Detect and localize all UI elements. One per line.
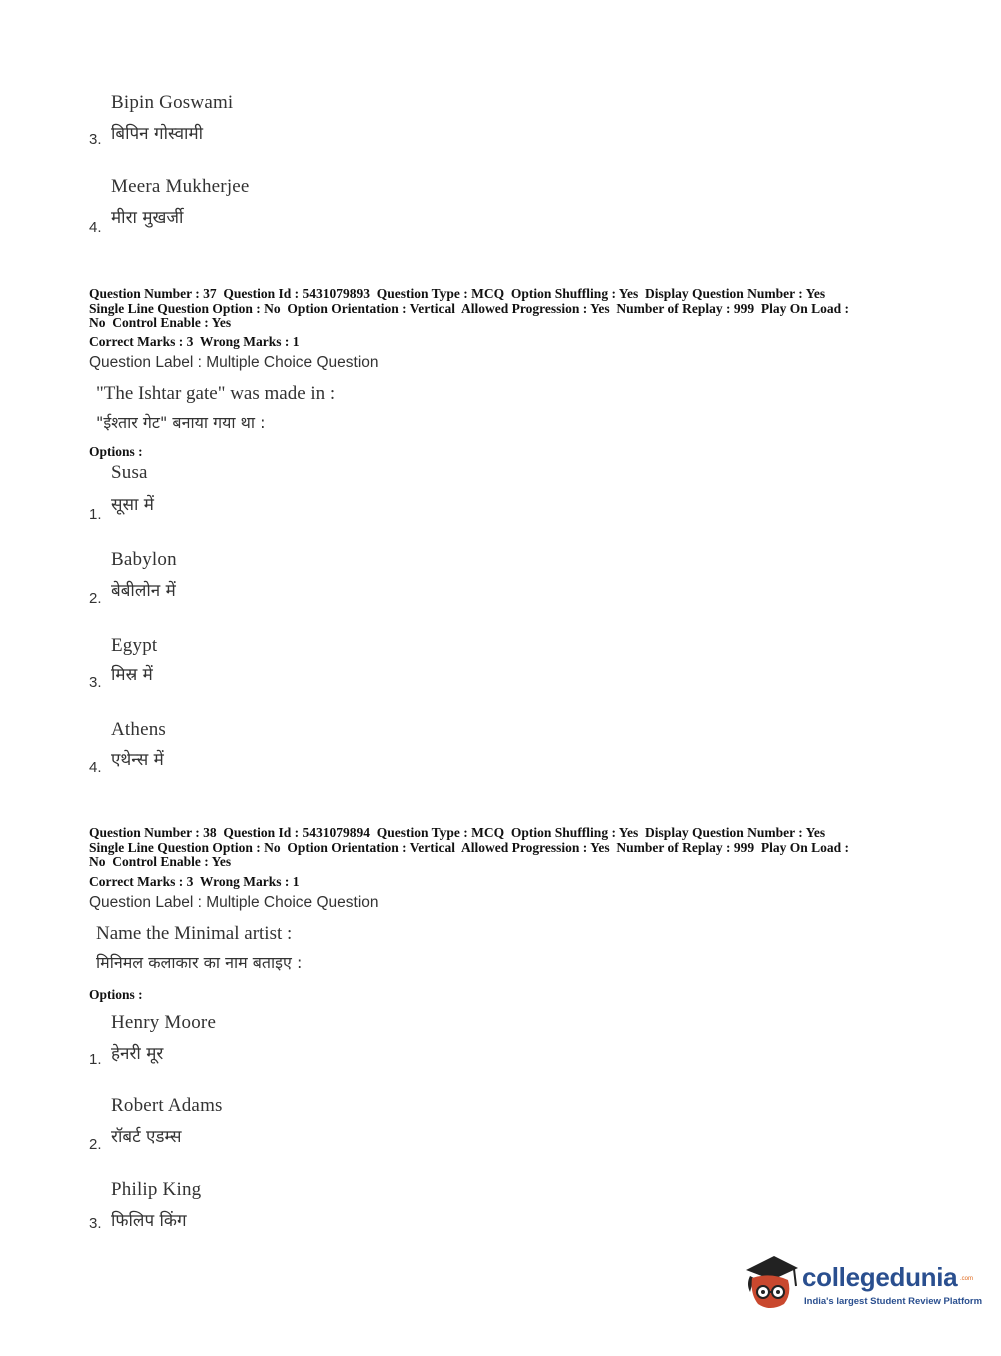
option-3-hindi: मिस्र में	[111, 665, 153, 685]
meta-line-3: No Control Enable : Yes	[89, 315, 232, 330]
collegedunia-logo	[740, 1248, 983, 1318]
meta-line-2: Single Line Question Option : No Option Orientation : Vertical Allowed Progression : Yes Number of Replay : 999 Play On Load :	[89, 839, 850, 855]
mascot-icon	[740, 1250, 802, 1312]
meta-line-2: Single Line Question Option : No Option Orientation : Vertical Allowed Progression : Yes Number of Replay : 999 Play On Load :	[89, 300, 850, 316]
marks-line: Correct Marks : 3 Wrong Marks : 1	[89, 334, 300, 349]
question-label: Question Label : Multiple Choice Question	[89, 354, 379, 371]
question-meta	[89, 826, 849, 870]
option-4-number: 4.	[89, 219, 102, 236]
option-3-number: 3.	[89, 1215, 102, 1232]
marks-line: Correct Marks : 3 Wrong Marks : 1	[89, 874, 300, 889]
meta-line-1: Question Number : 37 Question Id : 5431079893 Question Type : MCQ Option Shuffling : Yes Display Question Number : Yes	[89, 286, 826, 301]
option-2-english: Babylon	[111, 549, 177, 570]
option-2-english: Robert Adams	[111, 1095, 223, 1116]
meta-line-3: No Control Enable : Yes	[89, 854, 232, 869]
option-2-hindi: बेबीलोन में	[111, 581, 176, 601]
option-3-hindi: बिपिन गोस्वामी	[111, 124, 204, 144]
option-3-english: Philip King	[111, 1179, 202, 1200]
option-1-number: 1.	[89, 506, 102, 523]
question-text-english: Name the Minimal artist :	[96, 923, 293, 944]
logo-com: .com	[960, 1276, 974, 1282]
option-4-number: 4.	[89, 759, 102, 776]
option-1-english: Henry Moore	[111, 1012, 217, 1033]
option-4-english: Meera Mukherjee	[111, 176, 250, 197]
option-2-hindi: रॉबर्ट एडम्स	[111, 1127, 182, 1147]
option-3-english: Bipin Goswami	[111, 92, 234, 113]
options-heading: Options :	[89, 444, 143, 459]
option-4-english: Athens	[111, 719, 167, 740]
option-4-hindi: एथेन्स में	[111, 750, 164, 770]
option-3-english: Egypt	[111, 635, 158, 656]
question-meta	[89, 287, 849, 331]
option-1-hindi: सूसा में	[111, 495, 154, 515]
option-1-english: Susa	[111, 462, 148, 483]
question-label: Question Label : Multiple Choice Question	[89, 894, 379, 911]
option-2-number: 2.	[89, 1136, 102, 1153]
option-2-number: 2.	[89, 590, 102, 607]
question-text-english: "The Ishtar gate" was made in :	[96, 383, 336, 404]
option-3-hindi: फिलिप किंग	[111, 1211, 187, 1231]
logo-tagline: India's largest Student Review Platform	[804, 1296, 983, 1307]
question-text-hindi: मिनिमल कलाकार का नाम बताइए :	[96, 953, 303, 972]
logo-wordmark: collegedunia	[802, 1262, 958, 1292]
question-text-hindi: "ईश्तार गेट" बनाया गया था :	[96, 413, 266, 432]
option-3-number: 3.	[89, 131, 102, 148]
option-1-number: 1.	[89, 1051, 102, 1068]
option-3-number: 3.	[89, 674, 102, 691]
option-1-hindi: हेनरी मूर	[111, 1044, 164, 1064]
options-heading: Options :	[89, 987, 143, 1002]
meta-line-1: Question Number : 38 Question Id : 5431079894 Question Type : MCQ Option Shuffling : Yes Display Question Number : Yes	[89, 825, 826, 840]
option-4-hindi: मीरा मुखर्जी	[111, 208, 184, 228]
